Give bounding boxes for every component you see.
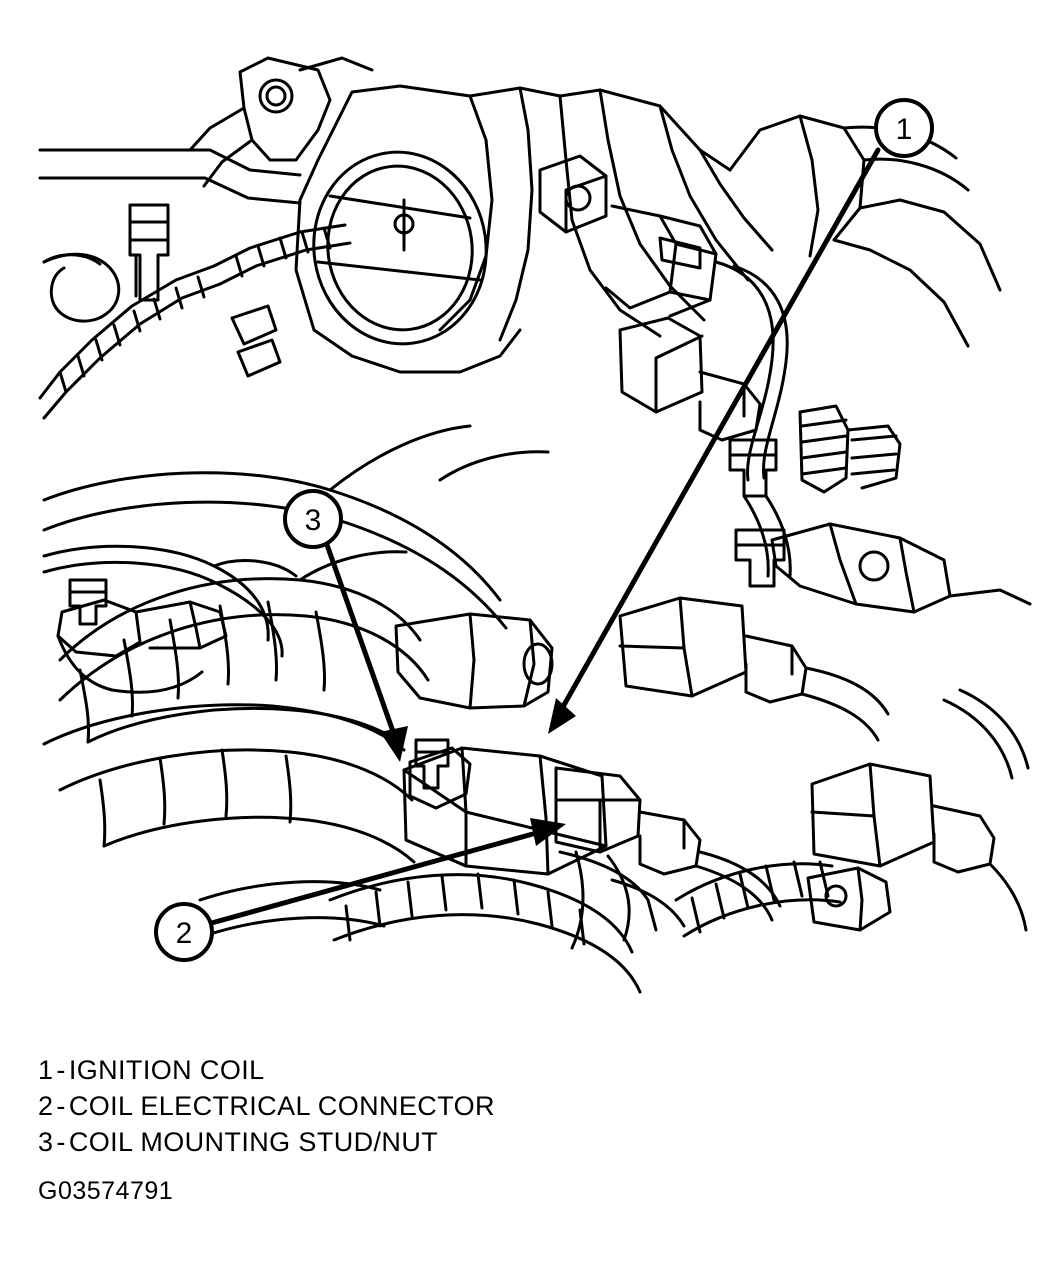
callout-number-3: 3: [304, 504, 322, 537]
legend-label-1: IGNITION COIL: [68, 1055, 265, 1085]
legend-item-2: [38, 1088, 938, 1124]
figure-id: G03574791: [38, 1177, 174, 1205]
legend-number-2: 2: [38, 1091, 54, 1121]
leader-line-2: [208, 832, 540, 924]
legend-label-3: COIL MOUNTING STUD/NUT: [68, 1127, 439, 1157]
callout-number-1: 1: [895, 113, 913, 146]
legend-item-3: [38, 1124, 938, 1160]
legend-separator: -: [56, 1055, 66, 1085]
legend-separator: -: [56, 1127, 66, 1157]
leader-line-1: [560, 150, 878, 712]
legend-item-1: [38, 1052, 938, 1088]
legend-label-2: COIL ELECTRICAL CONNECTOR: [68, 1091, 495, 1121]
legend-number-1: 1: [38, 1055, 54, 1085]
callout-number-2: 2: [175, 917, 193, 950]
legend-number-3: 3: [38, 1127, 54, 1157]
legend: [38, 1052, 938, 1160]
legend-separator: -: [56, 1091, 66, 1121]
